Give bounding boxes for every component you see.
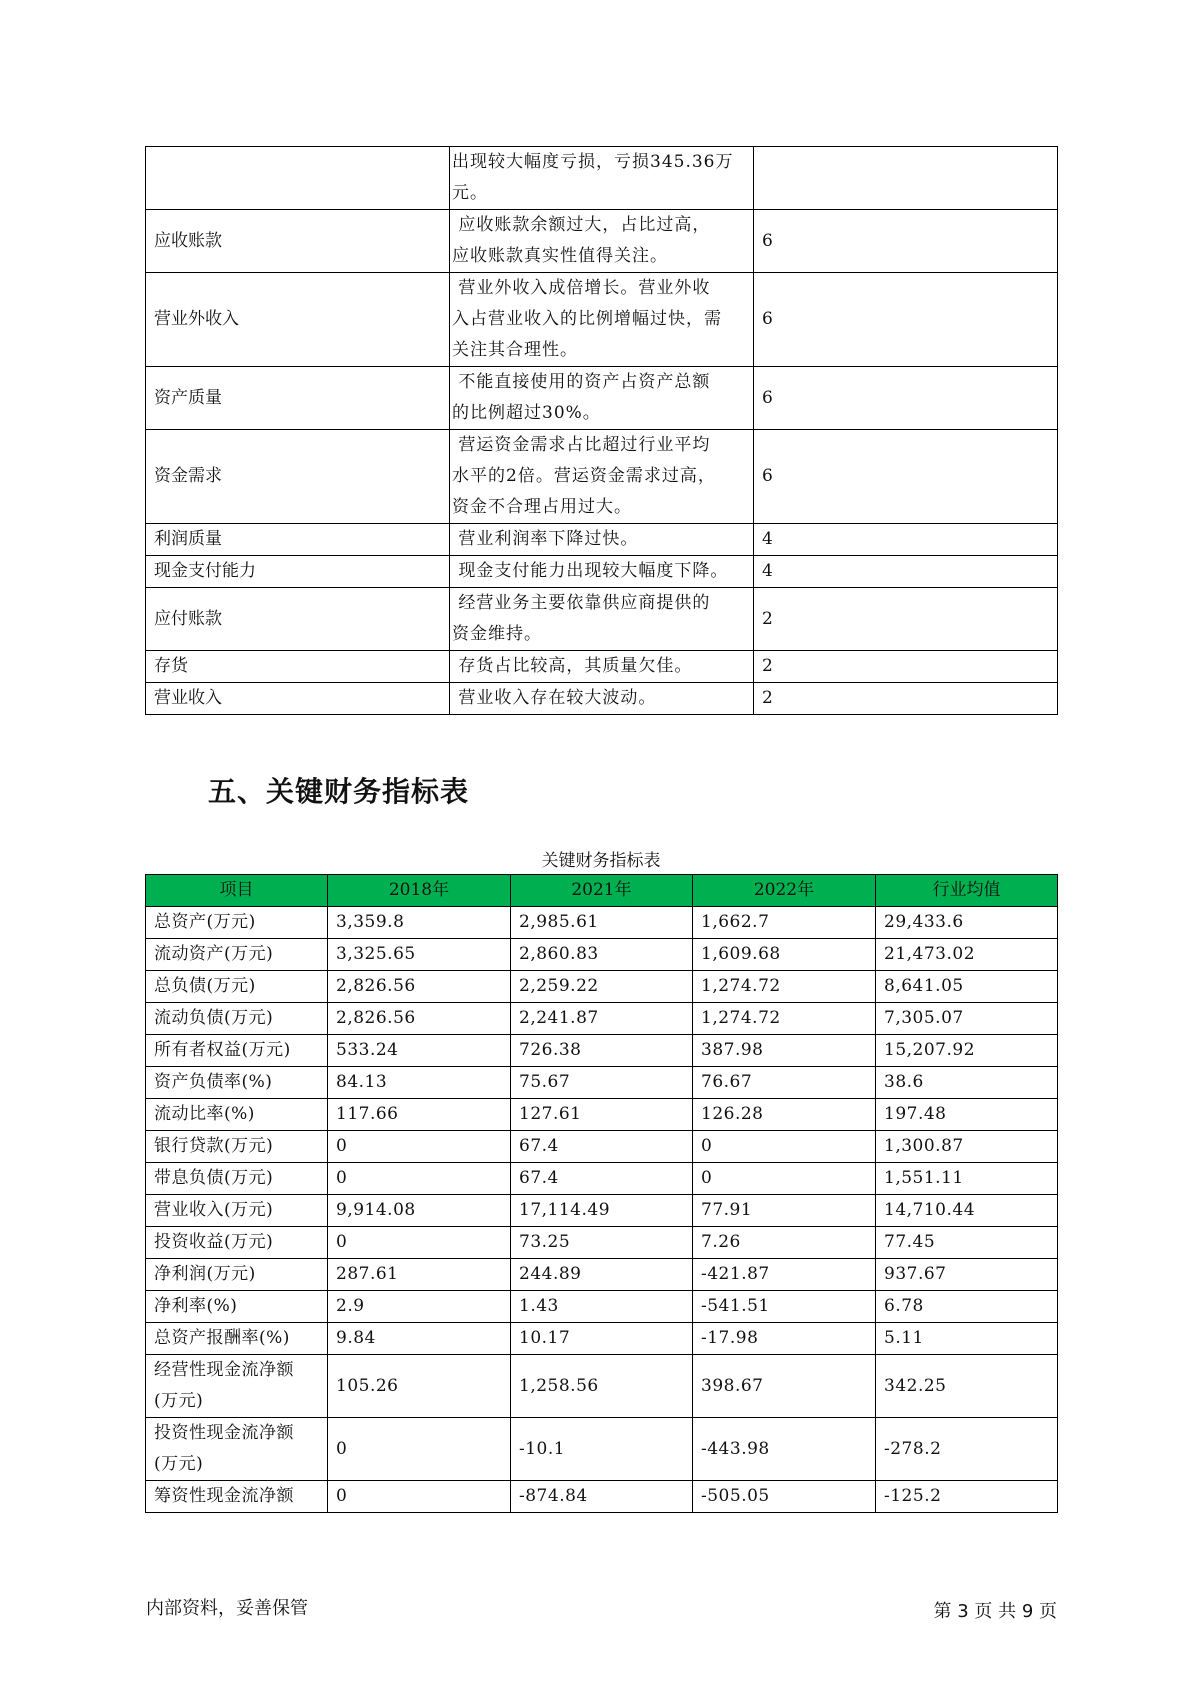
risk-score-cell: 4 <box>754 556 1058 588</box>
section-title: 五、关键财务指标表 <box>208 775 470 808</box>
risk-score-cell: 6 <box>754 430 1058 524</box>
risk-item-cell <box>146 147 450 210</box>
risk-item-cell: 应收账款 <box>146 210 450 273</box>
indicator-value-cell: -874.84 <box>511 1481 693 1513</box>
description-line: 存货占比较高，其质量欠佳。 <box>452 656 693 676</box>
indicator-name-cell <box>146 1259 328 1291</box>
table-row <box>146 1099 1058 1131</box>
indicator-value-cell: 6.78 <box>876 1291 1058 1323</box>
indicator-value-cell: 1.43 <box>511 1291 693 1323</box>
description-line: 不能直接使用的资产占资产总额 <box>452 372 711 392</box>
indicator-value-cell: 7.26 <box>693 1227 876 1259</box>
table-row <box>146 1195 1058 1227</box>
description-line: 营业外收入成倍增长。营业外收 <box>452 278 711 298</box>
description-line: 的比例超过30%。 <box>452 403 601 423</box>
description-line: 营业收入存在较大波动。 <box>452 688 657 708</box>
indicator-name-cell <box>146 1355 328 1418</box>
table-row <box>146 1323 1058 1355</box>
risk-description-cell <box>450 524 754 556</box>
description-line: 入占营业收入的比例增幅过快，需 <box>452 309 722 329</box>
indicator-value-cell: 73.25 <box>511 1227 693 1259</box>
indicator-name-cell <box>146 1418 328 1481</box>
column-header: 2021年 <box>511 875 693 907</box>
table-row <box>146 683 1058 715</box>
indicator-name-line: (万元) <box>154 1391 204 1411</box>
indicator-value-cell: 2,241.87 <box>511 1003 693 1035</box>
indicator-value-cell: 75.67 <box>511 1067 693 1099</box>
indicator-name-line: 投资收益(万元) <box>154 1232 274 1252</box>
risk-factor-table <box>145 146 1058 715</box>
indicator-name-line: 投资性现金流净额 <box>154 1423 294 1443</box>
indicator-value-cell: 3,359.8 <box>328 907 511 939</box>
description-line: 应收账款真实性值得关注。 <box>452 246 668 266</box>
indicator-value-cell: 197.48 <box>876 1099 1058 1131</box>
table-row <box>146 588 1058 651</box>
table-row <box>146 1355 1058 1418</box>
indicator-name-line: 净利率(%) <box>154 1296 238 1316</box>
risk-score-cell <box>754 147 1058 210</box>
indicator-value-cell: 1,258.56 <box>511 1355 693 1418</box>
indicator-name-cell <box>146 1481 328 1513</box>
risk-item-cell: 资产质量 <box>146 367 450 430</box>
footer-page-number: 第 3 页 共 9 页 <box>933 1601 1057 1622</box>
indicator-name-cell <box>146 939 328 971</box>
risk-item-cell: 利润质量 <box>146 524 450 556</box>
indicator-value-cell: 67.4 <box>511 1131 693 1163</box>
risk-item-cell: 营业收入 <box>146 683 450 715</box>
indicator-value-cell: 726.38 <box>511 1035 693 1067</box>
indicator-value-cell: 0 <box>328 1131 511 1163</box>
indicator-value-cell: 126.28 <box>693 1099 876 1131</box>
indicator-name-cell <box>146 1291 328 1323</box>
indicator-name-line: 筹资性现金流净额 <box>154 1486 294 1506</box>
indicator-name-line: 总资产报酬率(%) <box>154 1328 290 1348</box>
indicator-value-cell: 17,114.49 <box>511 1195 693 1227</box>
description-line: 出现较大幅度亏损，亏损345.36万 <box>452 152 734 172</box>
key-financial-indicators-table <box>145 874 1058 1513</box>
table-row <box>146 907 1058 939</box>
indicator-value-cell: 1,551.11 <box>876 1163 1058 1195</box>
table-row <box>146 556 1058 588</box>
column-header: 2022年 <box>693 875 876 907</box>
indicator-value-cell: 1,300.87 <box>876 1131 1058 1163</box>
indicator-value-cell: 77.91 <box>693 1195 876 1227</box>
description-line: 营业利润率下降过快。 <box>452 529 639 549</box>
table-caption: 关键财务指标表 <box>541 851 661 871</box>
indicator-value-cell: 3,325.65 <box>328 939 511 971</box>
table-row <box>146 1418 1058 1481</box>
indicator-name-cell <box>146 1131 328 1163</box>
table-row <box>146 147 1058 210</box>
table-row <box>146 1291 1058 1323</box>
risk-score-cell: 4 <box>754 524 1058 556</box>
indicator-value-cell: -505.05 <box>693 1481 876 1513</box>
indicator-value-cell: 342.25 <box>876 1355 1058 1418</box>
risk-item-cell: 应付账款 <box>146 588 450 651</box>
indicator-value-cell: 14,710.44 <box>876 1195 1058 1227</box>
table-row <box>146 939 1058 971</box>
risk-item-cell: 资金需求 <box>146 430 450 524</box>
indicator-value-cell: 287.61 <box>328 1259 511 1291</box>
indicator-name-line: 营业收入(万元) <box>154 1200 274 1220</box>
indicator-value-cell: 0 <box>328 1163 511 1195</box>
indicator-name-line: (万元) <box>154 1454 204 1474</box>
indicator-value-cell: 2,860.83 <box>511 939 693 971</box>
indicator-name-line: 流动负债(万元) <box>154 1008 274 1028</box>
table-row <box>146 524 1058 556</box>
column-header: 2018年 <box>328 875 511 907</box>
indicator-value-cell: 2,259.22 <box>511 971 693 1003</box>
indicator-name-line: 净利润(万元) <box>154 1264 256 1284</box>
indicator-name-cell <box>146 971 328 1003</box>
column-header: 项目 <box>146 875 328 907</box>
indicator-value-cell: 0 <box>693 1131 876 1163</box>
indicator-name-line: 所有者权益(万元) <box>154 1040 291 1060</box>
indicator-value-cell: 2.9 <box>328 1291 511 1323</box>
indicator-name-cell <box>146 1323 328 1355</box>
description-line: 水平的2倍。营运资金需求过高， <box>452 466 716 486</box>
indicator-value-cell: 1,609.68 <box>693 939 876 971</box>
table-row <box>146 1163 1058 1195</box>
risk-score-cell: 2 <box>754 651 1058 683</box>
description-line: 资金维持。 <box>452 624 542 644</box>
table-row <box>146 1227 1058 1259</box>
indicator-value-cell: 10.17 <box>511 1323 693 1355</box>
indicator-value-cell: 76.67 <box>693 1067 876 1099</box>
risk-description-cell <box>450 367 754 430</box>
description-line: 元。 <box>452 183 488 203</box>
risk-item-cell: 存货 <box>146 651 450 683</box>
indicator-name-line: 资产负债率(%) <box>154 1072 273 1092</box>
indicator-value-cell: 67.4 <box>511 1163 693 1195</box>
indicator-name-cell <box>146 1163 328 1195</box>
indicator-name-cell <box>146 1003 328 1035</box>
indicator-value-cell: 1,662.7 <box>693 907 876 939</box>
indicator-name-line: 流动比率(%) <box>154 1104 255 1124</box>
indicator-value-cell: 387.98 <box>693 1035 876 1067</box>
indicator-name-cell <box>146 1067 328 1099</box>
indicator-value-cell: -443.98 <box>693 1418 876 1481</box>
indicator-name-line: 流动资产(万元) <box>154 944 274 964</box>
column-header: 行业均值 <box>876 875 1058 907</box>
indicator-value-cell: -17.98 <box>693 1323 876 1355</box>
table-row <box>146 971 1058 1003</box>
indicator-name-line: 经营性现金流净额 <box>154 1360 294 1380</box>
indicator-value-cell: 8,641.05 <box>876 971 1058 1003</box>
indicator-name-cell <box>146 1035 328 1067</box>
table-row <box>146 651 1058 683</box>
indicator-value-cell: -541.51 <box>693 1291 876 1323</box>
indicator-value-cell: 2,826.56 <box>328 1003 511 1035</box>
indicator-value-cell: 77.45 <box>876 1227 1058 1259</box>
risk-item-cell: 营业外收入 <box>146 273 450 367</box>
indicator-name-line: 总负债(万元) <box>154 976 256 996</box>
indicator-name-line: 银行贷款(万元) <box>154 1136 274 1156</box>
risk-score-cell: 6 <box>754 210 1058 273</box>
indicator-value-cell: 0 <box>328 1227 511 1259</box>
risk-score-cell: 6 <box>754 367 1058 430</box>
risk-description-cell <box>450 273 754 367</box>
indicator-value-cell: 7,305.07 <box>876 1003 1058 1035</box>
risk-description-cell <box>450 556 754 588</box>
indicator-value-cell: -10.1 <box>511 1418 693 1481</box>
table-row <box>146 1259 1058 1291</box>
indicator-value-cell: 533.24 <box>328 1035 511 1067</box>
indicator-value-cell: 0 <box>328 1418 511 1481</box>
description-line: 营运资金需求占比超过行业平均 <box>452 435 711 455</box>
indicator-value-cell: 244.89 <box>511 1259 693 1291</box>
description-line: 现金支付能力出现较大幅度下降。 <box>452 561 729 581</box>
description-line: 经营业务主要依靠供应商提供的 <box>452 593 711 613</box>
indicator-name-line: 带息负债(万元) <box>154 1168 274 1188</box>
risk-description-cell <box>450 430 754 524</box>
table-row <box>146 367 1058 430</box>
description-line: 关注其合理性。 <box>452 340 578 360</box>
table-row <box>146 1003 1058 1035</box>
description-line: 应收账款余额过大，占比过高， <box>452 215 711 235</box>
table-row <box>146 210 1058 273</box>
indicator-value-cell: 1,274.72 <box>693 971 876 1003</box>
indicator-name-line: 总资产(万元) <box>154 912 256 932</box>
indicator-value-cell: 127.61 <box>511 1099 693 1131</box>
indicator-value-cell: 84.13 <box>328 1067 511 1099</box>
risk-description-cell <box>450 651 754 683</box>
indicator-value-cell: 29,433.6 <box>876 907 1058 939</box>
risk-item-cell: 现金支付能力 <box>146 556 450 588</box>
indicator-value-cell: 2,985.61 <box>511 907 693 939</box>
table-row <box>146 430 1058 524</box>
table-row <box>146 1035 1058 1067</box>
indicator-name-cell <box>146 907 328 939</box>
risk-description-cell <box>450 683 754 715</box>
indicator-value-cell: 117.66 <box>328 1099 511 1131</box>
risk-score-cell: 2 <box>754 683 1058 715</box>
indicator-value-cell: 0 <box>693 1163 876 1195</box>
indicator-value-cell: 9,914.08 <box>328 1195 511 1227</box>
indicator-value-cell: -278.2 <box>876 1418 1058 1481</box>
table-row <box>146 1067 1058 1099</box>
indicator-name-cell <box>146 1195 328 1227</box>
indicator-value-cell: -421.87 <box>693 1259 876 1291</box>
indicator-value-cell: 105.26 <box>328 1355 511 1418</box>
risk-description-cell <box>450 588 754 651</box>
indicator-value-cell: -125.2 <box>876 1481 1058 1513</box>
indicator-value-cell: 38.6 <box>876 1067 1058 1099</box>
indicator-value-cell: 0 <box>328 1481 511 1513</box>
risk-description-cell <box>450 147 754 210</box>
indicator-value-cell: 2,826.56 <box>328 971 511 1003</box>
table-header-row <box>146 875 1058 907</box>
indicator-value-cell: 9.84 <box>328 1323 511 1355</box>
indicator-value-cell: 398.67 <box>693 1355 876 1418</box>
indicator-value-cell: 5.11 <box>876 1323 1058 1355</box>
indicator-value-cell: 15,207.92 <box>876 1035 1058 1067</box>
indicator-name-cell <box>146 1227 328 1259</box>
indicator-name-cell <box>146 1099 328 1131</box>
risk-score-cell: 6 <box>754 273 1058 367</box>
indicator-value-cell: 21,473.02 <box>876 939 1058 971</box>
table-row <box>146 273 1058 367</box>
table-row <box>146 1131 1058 1163</box>
indicator-value-cell: 1,274.72 <box>693 1003 876 1035</box>
risk-score-cell: 2 <box>754 588 1058 651</box>
indicator-value-cell: 937.67 <box>876 1259 1058 1291</box>
table-row <box>146 1481 1058 1513</box>
description-line: 资金不合理占用过大。 <box>452 497 632 517</box>
risk-description-cell <box>450 210 754 273</box>
footer-confidential-note: 内部资料，妥善保管 <box>146 1598 308 1619</box>
